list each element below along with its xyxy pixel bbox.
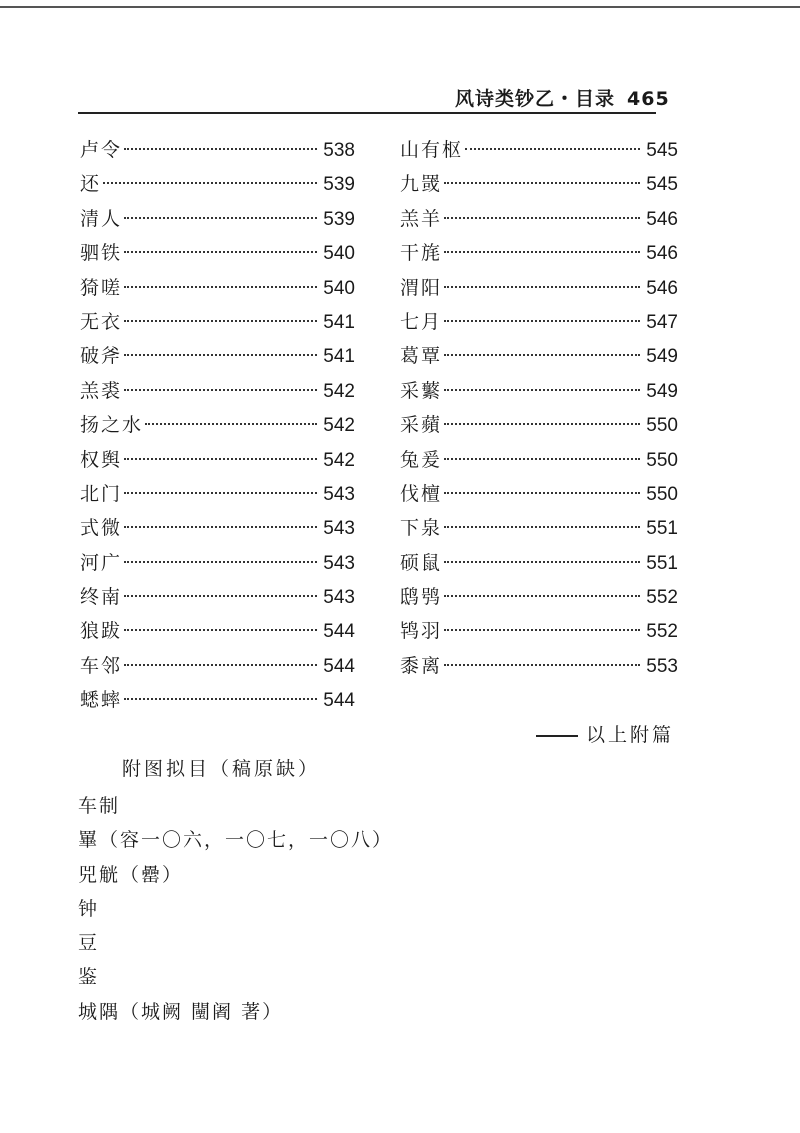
toc-entry-page: 539: [323, 174, 355, 196]
header-rule: [78, 112, 656, 114]
toc-entry: [80, 614, 355, 648]
toc-entry-page: 542: [323, 449, 355, 471]
dot-leader: [124, 526, 317, 528]
toc-entry-title: 清人: [80, 207, 123, 230]
toc-entry: [80, 408, 355, 442]
toc-column-right: [400, 133, 678, 683]
plate-item: 车制: [78, 795, 121, 817]
toc-entry: [80, 202, 355, 236]
toc-entry-page: 551: [646, 552, 678, 574]
page-number: 465: [627, 88, 670, 110]
toc-entry-page: 540: [323, 277, 355, 299]
toc-entry-title: 黍离: [400, 654, 443, 677]
toc-entry-page: 545: [646, 140, 678, 161]
appendix-note-text: 以上附篇: [586, 724, 675, 746]
toc-entry-title: 下泉: [400, 517, 443, 540]
toc-entry: [400, 546, 678, 580]
toc-entry: [400, 580, 678, 614]
toc-entry: [400, 374, 678, 408]
dot-leader: [444, 389, 640, 391]
plate-item: 兕觥（罍）: [78, 863, 184, 886]
toc-entry: [80, 546, 355, 580]
toc-entry-page: 549: [646, 380, 678, 402]
toc-entry-title: 渭阳: [400, 276, 443, 299]
toc-entry-page: 545: [646, 174, 678, 196]
dot-leader: [444, 354, 640, 356]
plates-heading: 附图拟目（稿原缺）: [122, 758, 321, 780]
toc-entry-title: 式微: [80, 517, 123, 540]
toc-entry-title: 硕鼠: [400, 551, 443, 574]
toc-entry: [400, 477, 678, 511]
toc-entry-page: 542: [323, 415, 355, 437]
toc-entry-title: 葛覃: [400, 345, 443, 368]
toc-entry: [80, 339, 355, 373]
dot-leader: [444, 182, 640, 184]
toc-entry: [400, 236, 678, 270]
dot-leader: [145, 423, 317, 425]
toc-entry-title: 采蘋: [400, 414, 443, 437]
toc-column-left: [80, 133, 355, 718]
dot-leader: [124, 354, 317, 356]
dot-leader: [124, 320, 317, 322]
toc-entry-title: 蟋蟀: [80, 689, 123, 712]
toc-entry: [80, 271, 355, 305]
toc-entry-title: 河广: [80, 551, 123, 574]
dot-leader: [124, 458, 317, 460]
running-head: [455, 84, 670, 111]
plates-list: [78, 789, 393, 1029]
toc-entry-page: 546: [646, 277, 678, 299]
toc-entry: [80, 511, 355, 545]
toc-entry-title: 七月: [400, 310, 443, 333]
toc-entry: [400, 167, 678, 201]
toc-entry-title: 破斧: [80, 345, 123, 368]
toc-entry: [80, 236, 355, 270]
dot-leader: [444, 217, 640, 219]
toc-entry-title: 卢令: [80, 139, 123, 161]
top-border-line: [0, 6, 800, 8]
toc-entry-page: 543: [323, 483, 355, 505]
dot-leader: [124, 595, 317, 597]
toc-entry-title: 终南: [80, 586, 123, 609]
toc-entry-page: 544: [323, 655, 355, 677]
dot-leader: [124, 251, 317, 253]
toc-entry-title: 采蘩: [400, 379, 443, 402]
plate-item: 鉴: [78, 966, 100, 989]
toc-entry: [400, 408, 678, 442]
toc-entry-title: 兔爰: [400, 448, 443, 471]
toc-entry-title: 山有枢: [400, 139, 464, 161]
dot-leader: [444, 561, 640, 563]
toc-entry-title: 羔裘: [80, 379, 123, 402]
toc-entry-page: 540: [323, 243, 355, 265]
toc-entry: [400, 511, 678, 545]
dot-leader: [444, 320, 640, 322]
dot-leader: [124, 286, 317, 288]
toc-entry-page: 544: [323, 690, 355, 712]
toc-entry: [400, 133, 678, 167]
toc-entry: [400, 305, 678, 339]
toc-entry: [80, 305, 355, 339]
toc-entry-page: 550: [646, 483, 678, 505]
dot-leader: [444, 492, 640, 494]
dot-leader: [444, 526, 640, 528]
toc-entry-title: 无衣: [80, 310, 123, 333]
toc-entry: [80, 374, 355, 408]
toc-entry-title: 扬之水: [80, 414, 144, 437]
toc-entry-title: 车邻: [80, 654, 123, 677]
toc-entry-page: 549: [646, 346, 678, 368]
plate-item: 豆: [78, 932, 100, 955]
dot-leader: [444, 595, 640, 597]
toc-entry: [80, 649, 355, 683]
toc-entry-page: 546: [646, 243, 678, 265]
toc-entry-page: 543: [323, 587, 355, 609]
dot-leader: [124, 629, 317, 631]
plate-item: 钟: [78, 897, 100, 920]
dot-leader: [444, 629, 640, 631]
dot-leader: [465, 148, 640, 150]
toc-entry: [400, 443, 678, 477]
toc-entry: [80, 683, 355, 717]
toc-entry-page: 541: [323, 346, 355, 368]
dot-leader: [124, 561, 317, 563]
toc-entry: [400, 339, 678, 373]
dot-leader: [124, 664, 317, 666]
dot-leader: [124, 389, 317, 391]
toc-entry: [400, 202, 678, 236]
toc-entry-page: 546: [646, 208, 678, 230]
toc-entry: [80, 477, 355, 511]
toc-entry-title: 北门: [80, 482, 123, 505]
toc-entry-page: 550: [646, 449, 678, 471]
toc-entry: [80, 133, 355, 167]
toc-entry-page: 541: [323, 311, 355, 333]
toc-entry-page: 539: [323, 208, 355, 230]
dot-leader: [103, 182, 317, 184]
toc-entry: [80, 167, 355, 201]
dot-leader: [444, 423, 640, 425]
appendix-note: [536, 720, 674, 747]
toc-entry: [400, 271, 678, 305]
toc-entry-title: 伐檀: [400, 482, 443, 505]
toc-entry-title: 羔羊: [400, 207, 443, 230]
toc-entry: [400, 649, 678, 683]
toc-entry-page: 547: [646, 311, 678, 333]
dot-leader: [124, 698, 317, 700]
toc-entry-page: 552: [646, 587, 678, 609]
plate-item: 罼（容一〇六，一〇七，一〇八）: [78, 829, 394, 852]
toc-entry-title: 狼跋: [80, 620, 123, 643]
toc-entry-title: 鸨羽: [400, 620, 443, 643]
toc-entry-title: 权舆: [80, 448, 123, 471]
toc-entry-title: 鸱鸮: [400, 586, 443, 609]
toc-entry-page: 552: [646, 621, 678, 643]
toc-entry: [400, 614, 678, 648]
toc-entry: [80, 443, 355, 477]
dot-leader: [444, 664, 640, 666]
em-dash-rule: [536, 735, 578, 737]
toc-entry-page: 538: [323, 140, 355, 161]
toc-entry: [80, 580, 355, 614]
toc-entry-title: 九罭: [400, 173, 443, 196]
dot-leader: [124, 492, 317, 494]
toc-entry-title: 还: [80, 173, 102, 196]
dot-leader: [444, 458, 640, 460]
dot-leader: [444, 286, 640, 288]
toc-entry-page: 543: [323, 552, 355, 574]
running-title: 风诗类钞乙・目录: [455, 88, 616, 110]
toc-entry-page: 551: [646, 518, 678, 540]
plate-item: 城隅（城阙 闉阇 著）: [78, 1000, 284, 1023]
toc-entry-page: 544: [323, 621, 355, 643]
dot-leader: [124, 217, 317, 219]
dot-leader: [124, 148, 317, 150]
toc-entry-page: 553: [646, 655, 678, 677]
toc-entry-page: 543: [323, 518, 355, 540]
toc-entry-title: 猗嗟: [80, 276, 123, 299]
toc-entry-page: 542: [323, 380, 355, 402]
toc-entry-title: 驷铁: [80, 242, 123, 265]
dot-leader: [444, 251, 640, 253]
toc-entry-title: 干旄: [400, 242, 443, 265]
toc-entry-page: 550: [646, 415, 678, 437]
